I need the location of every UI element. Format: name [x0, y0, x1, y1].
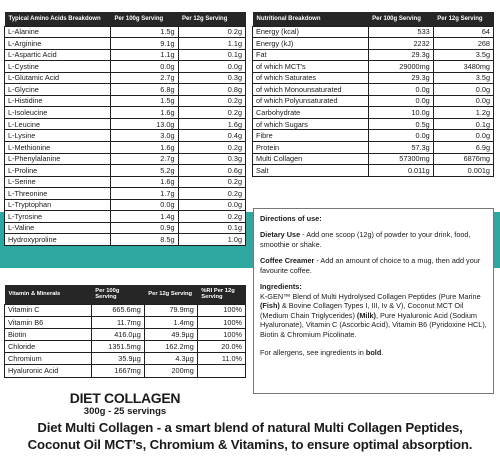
nutrition-cell-name: Salt [253, 165, 369, 177]
amino-cell-name: L-Proline [5, 165, 111, 177]
nutrition-cell-value: 0.1g [433, 118, 493, 130]
nutrition-row [253, 153, 494, 165]
amino-cell-value: 0.2g [178, 107, 246, 119]
amino-cell-value: 0.2g [178, 211, 246, 223]
amino-row [5, 141, 246, 153]
amino-cell-value: 1.1g [178, 38, 246, 50]
amino-cell-value: 1.0g [178, 234, 246, 246]
amino-row [5, 234, 246, 246]
nutrition-cell-value: 6.9g [433, 141, 493, 153]
amino-cell-value: 0.2g [178, 188, 246, 200]
vitamins-cell-value: 1667mg [91, 365, 144, 377]
vitamins-body [5, 304, 246, 377]
nutrition-cell-value: 0.0g [368, 130, 433, 142]
amino-cell-name: L-Threonine [5, 188, 111, 200]
vitamins-cell-value: 1.4mg [144, 316, 197, 328]
vitamins-cell-name: Biotin [5, 328, 92, 340]
vitamins-cell-name: Hyaluronic Acid [5, 365, 92, 377]
vitamins-cell-value: 35.9µg [91, 353, 144, 365]
nutrition-header-per100g: Per 100g Serving [368, 12, 433, 26]
allergen-note: For allergens, see ingredients in bold. [260, 348, 384, 358]
nutrition-cell-value: 0.0g [368, 95, 433, 107]
nutrition-cell-value: 10.0g [368, 107, 433, 119]
amino-cell-value: 0.0g [178, 61, 246, 73]
nutrition-cell-value: 29000mg [368, 61, 433, 73]
nutrition-cell-name: Fat [253, 49, 369, 61]
amino-cell-value: 0.2g [178, 95, 246, 107]
nutrition-cell-value: 57.3g [368, 141, 433, 153]
amino-cell-name: L-Tyrosine [5, 211, 111, 223]
nutrition-cell-name: of which Sugars [253, 118, 369, 130]
nutrition-cell-value: 0.001g [433, 165, 493, 177]
vitamins-cell-value: 100% [197, 328, 245, 340]
vitamins-cell-name: Chromium [5, 353, 92, 365]
amino-row [5, 72, 246, 84]
ingredients-title: Ingredients: [260, 282, 302, 292]
amino-row [5, 84, 246, 96]
vitamins-header-per12g: Per 12g Serving [144, 285, 197, 304]
nutrition-row [253, 72, 494, 84]
nutrition-row [253, 49, 494, 61]
vitamins-cell-name: Vitamin B6 [5, 316, 92, 328]
vitamins-cell-value: 100% [197, 304, 245, 316]
nutrition-row [253, 95, 494, 107]
amino-cell-value: 0.2g [178, 176, 246, 188]
amino-cell-value: 0.0g [111, 61, 178, 73]
product-name-block [4, 391, 246, 417]
vitamins-row [5, 341, 246, 353]
amino-header-per100g: Per 100g Serving [111, 12, 178, 26]
amino-header-name: Typical Amino Acids Breakdown [5, 12, 111, 26]
nutrition-cell-name: Protein [253, 141, 369, 153]
amino-cell-value: 1.5g [111, 26, 178, 38]
vitamins-minerals-table [4, 285, 246, 378]
amino-cell-name: L-Isoleucine [5, 107, 111, 119]
vitamins-cell-value: 200mg [144, 365, 197, 377]
vitamins-row [5, 353, 246, 365]
amino-cell-value: 0.3g [178, 72, 246, 84]
vitamins-cell-value: 49.9µg [144, 328, 197, 340]
amino-acids-table [4, 12, 246, 246]
nutrition-row [253, 61, 494, 73]
vitamins-cell-value: 162.2mg [144, 341, 197, 353]
amino-cell-value: 5.2g [111, 165, 178, 177]
ingredients-block: Ingredients: K-GEN™ Blend of Multi Hydrolysed Collagen Peptides (Pure Marine (Fish) & Bovine Collagen Types I, III, Iv & V), Coconut MCT Oil (Medium Chain Triglycerides) (Milk), Pure Hyaluronic Acid (Sodium Hyaluronate), Vitamin C (Ascorbic Acid), Vitamin B6 (Pyridoxine HCL), Biotin & Chromium Picolinate. [260, 282, 487, 339]
nutrition-row [253, 84, 494, 96]
amino-cell-name: L-Leucine [5, 118, 111, 130]
amino-cell-name: L-Aspartic Acid [5, 49, 111, 61]
amino-cell-value: 0.0g [178, 199, 246, 211]
nutrition-cell-value: 3.5g [433, 49, 493, 61]
amino-row [5, 211, 246, 223]
amino-cell-value: 0.4g [178, 130, 246, 142]
amino-row [5, 26, 246, 38]
amino-cell-value: 6.8g [111, 84, 178, 96]
vitamins-cell-value: 11.7mg [91, 316, 144, 328]
vitamins-cell-value: 79.9mg [144, 304, 197, 316]
nutrition-cell-value: 0.011g [368, 165, 433, 177]
nutrition-table [252, 12, 494, 177]
nutrition-header-row [253, 12, 494, 26]
nutrition-cell-value: 29.3g [368, 49, 433, 61]
vitamins-row [5, 316, 246, 328]
amino-cell-value: 2.7g [111, 72, 178, 84]
amino-cell-name: L-Glutamic Acid [5, 72, 111, 84]
allergen-milk: (Milk) [356, 310, 376, 320]
amino-cell-value: 0.9g [111, 222, 178, 234]
dietary-use-label: Dietary Use [260, 230, 301, 240]
nutrition-cell-name: Multi Collagen [253, 153, 369, 165]
amino-cell-name: L-Glycine [5, 84, 111, 96]
vitamins-cell-value: 20.0% [197, 341, 245, 353]
nutrition-cell-name: Carbohydrate [253, 107, 369, 119]
product-tagline [0, 420, 500, 453]
nutrition-row [253, 118, 494, 130]
nutrition-header-per12g: Per 12g Serving [433, 12, 493, 26]
amino-cell-value: 2.7g [111, 153, 178, 165]
nutrition-cell-value: 0.0g [433, 130, 493, 142]
nutrition-cell-value: 3480mg [433, 61, 493, 73]
nutrition-row [253, 107, 494, 119]
vitamins-cell-value: 1351.5mg [91, 341, 144, 353]
nutrition-cell-value: 3.5g [433, 72, 493, 84]
nutrition-cell-value: 0.0g [433, 95, 493, 107]
product-name: DIET COLLAGEN [69, 390, 181, 406]
nutrition-cell-name: of which Polyunsaturated [253, 95, 369, 107]
vitamins-cell-value: 665.6mg [91, 304, 144, 316]
directions-title: Directions of use: [260, 214, 322, 223]
amino-cell-value: 0.2g [178, 26, 246, 38]
nutrition-cell-name: of which Saturates [253, 72, 369, 84]
amino-row [5, 38, 246, 50]
allergen-fish: (Fish) [260, 301, 280, 311]
amino-row [5, 118, 246, 130]
amino-cell-name: L-Methionine [5, 141, 111, 153]
amino-cell-value: 1.1g [111, 49, 178, 61]
amino-cell-name: L-Tryptophan [5, 199, 111, 211]
vitamins-row [5, 328, 246, 340]
amino-row [5, 130, 246, 142]
nutrition-body [253, 26, 494, 176]
nutrition-cell-value: 57300mg [368, 153, 433, 165]
nutrition-cell-value: 2232 [368, 38, 433, 50]
nutrition-row [253, 141, 494, 153]
amino-cell-value: 1.6g [111, 107, 178, 119]
amino-cell-value: 9.1g [111, 38, 178, 50]
amino-cell-value: 0.1g [178, 49, 246, 61]
amino-cell-value: 1.6g [178, 118, 246, 130]
vitamins-cell-value: 100% [197, 316, 245, 328]
amino-row [5, 49, 246, 61]
nutrition-cell-value: 0.0g [433, 84, 493, 96]
amino-row [5, 222, 246, 234]
vitamins-cell-value [197, 365, 245, 377]
nutrition-cell-value: 0.5g [368, 118, 433, 130]
nutrition-cell-value: 29.3g [368, 72, 433, 84]
amino-cell-value: 0.1g [178, 222, 246, 234]
nutrition-cell-value: 64 [433, 26, 493, 38]
amino-header-per12g: Per 12g Serving [178, 12, 246, 26]
amino-row [5, 199, 246, 211]
amino-cell-value: 1.5g [111, 95, 178, 107]
amino-cell-name: L-Arginine [5, 38, 111, 50]
nutrition-cell-name: of which MCT's [253, 61, 369, 73]
vitamins-cell-name: Chloride [5, 341, 92, 353]
vitamins-row [5, 365, 246, 377]
amino-body [5, 26, 246, 245]
nutrition-cell-value: 1.2g [433, 107, 493, 119]
nutrition-cell-name: Energy (kcal) [253, 26, 369, 38]
amino-cell-name: L-Histidine [5, 95, 111, 107]
amino-cell-value: 1.4g [111, 211, 178, 223]
coffee-creamer-text: Coffee Creamer - Add an amount of choice to a mug, then add your favourite coffee. [260, 256, 481, 275]
amino-cell-name: L-Serine [5, 176, 111, 188]
nutrition-cell-value: 533 [368, 26, 433, 38]
amino-row [5, 176, 246, 188]
nutrition-row [253, 130, 494, 142]
product-size: 300g - 25 servings [83, 405, 167, 417]
amino-header-row [5, 12, 246, 26]
vitamins-header-per100g: Per 100g Serving [91, 285, 144, 304]
amino-row [5, 153, 246, 165]
amino-cell-value: 1.6g [111, 176, 178, 188]
nutrition-cell-value: 6876mg [433, 153, 493, 165]
amino-cell-value: 0.0g [111, 199, 178, 211]
coffee-creamer-label: Coffee Creamer [260, 256, 315, 266]
amino-cell-name: L-Phenylalanine [5, 153, 111, 165]
amino-cell-value: 1.6g [111, 141, 178, 153]
amino-cell-value: 0.3g [178, 153, 246, 165]
vitamins-header-row [5, 285, 246, 304]
amino-cell-value: 0.2g [178, 141, 246, 153]
vitamins-row [5, 304, 246, 316]
amino-row [5, 107, 246, 119]
amino-cell-value: 1.7g [111, 188, 178, 200]
amino-row [5, 61, 246, 73]
amino-row [5, 188, 246, 200]
nutrition-cell-value: 268 [433, 38, 493, 50]
nutrition-cell-name: Fibre [253, 130, 369, 142]
nutrition-row [253, 38, 494, 50]
directions-panel [253, 208, 494, 394]
vitamins-header-ri: %RI Per 12g Serving [197, 285, 245, 304]
nutrition-row [253, 26, 494, 38]
tagline-line-2: Coconut Oil MCT’s, Chromium & Vitamins, to ensure optimal absorption. [27, 436, 473, 452]
vitamins-cell-value: 4.3µg [144, 353, 197, 365]
nutrition-row [253, 165, 494, 177]
amino-cell-value: 0.8g [178, 84, 246, 96]
amino-cell-name: L-Valine [5, 222, 111, 234]
amino-cell-name: L-Cystine [5, 61, 111, 73]
amino-cell-value: 0.6g [178, 165, 246, 177]
amino-row [5, 165, 246, 177]
vitamins-cell-value: 416.0µg [91, 328, 144, 340]
amino-cell-value: 13.0g [111, 118, 178, 130]
dietary-use-text: Dietary Use - Add one scoop (12g) of powder to your drink, food, smoothie or shake. [260, 230, 471, 249]
nutrition-cell-name: of which Monounsaturated [253, 84, 369, 96]
amino-cell-name: Hydroxyproline [5, 234, 111, 246]
vitamins-cell-name: Vitamin C [5, 304, 92, 316]
vitamins-header-name: Vitamin & Minerals [5, 285, 92, 304]
nutrition-cell-value: 0.0g [368, 84, 433, 96]
vitamins-cell-value: 11.0% [197, 353, 245, 365]
amino-cell-name: L-Lysine [5, 130, 111, 142]
amino-row [5, 95, 246, 107]
amino-cell-name: L-Alanine [5, 26, 111, 38]
amino-cell-value: 3.0g [111, 130, 178, 142]
nutrition-header-name: Nutritional Breakdown [253, 12, 369, 26]
tagline-line-1: Diet Multi Collagen - a smart blend of natural Multi Collagen Peptides, [37, 420, 463, 435]
amino-cell-value: 8.5g [111, 234, 178, 246]
nutrition-cell-name: Energy (kJ) [253, 38, 369, 50]
